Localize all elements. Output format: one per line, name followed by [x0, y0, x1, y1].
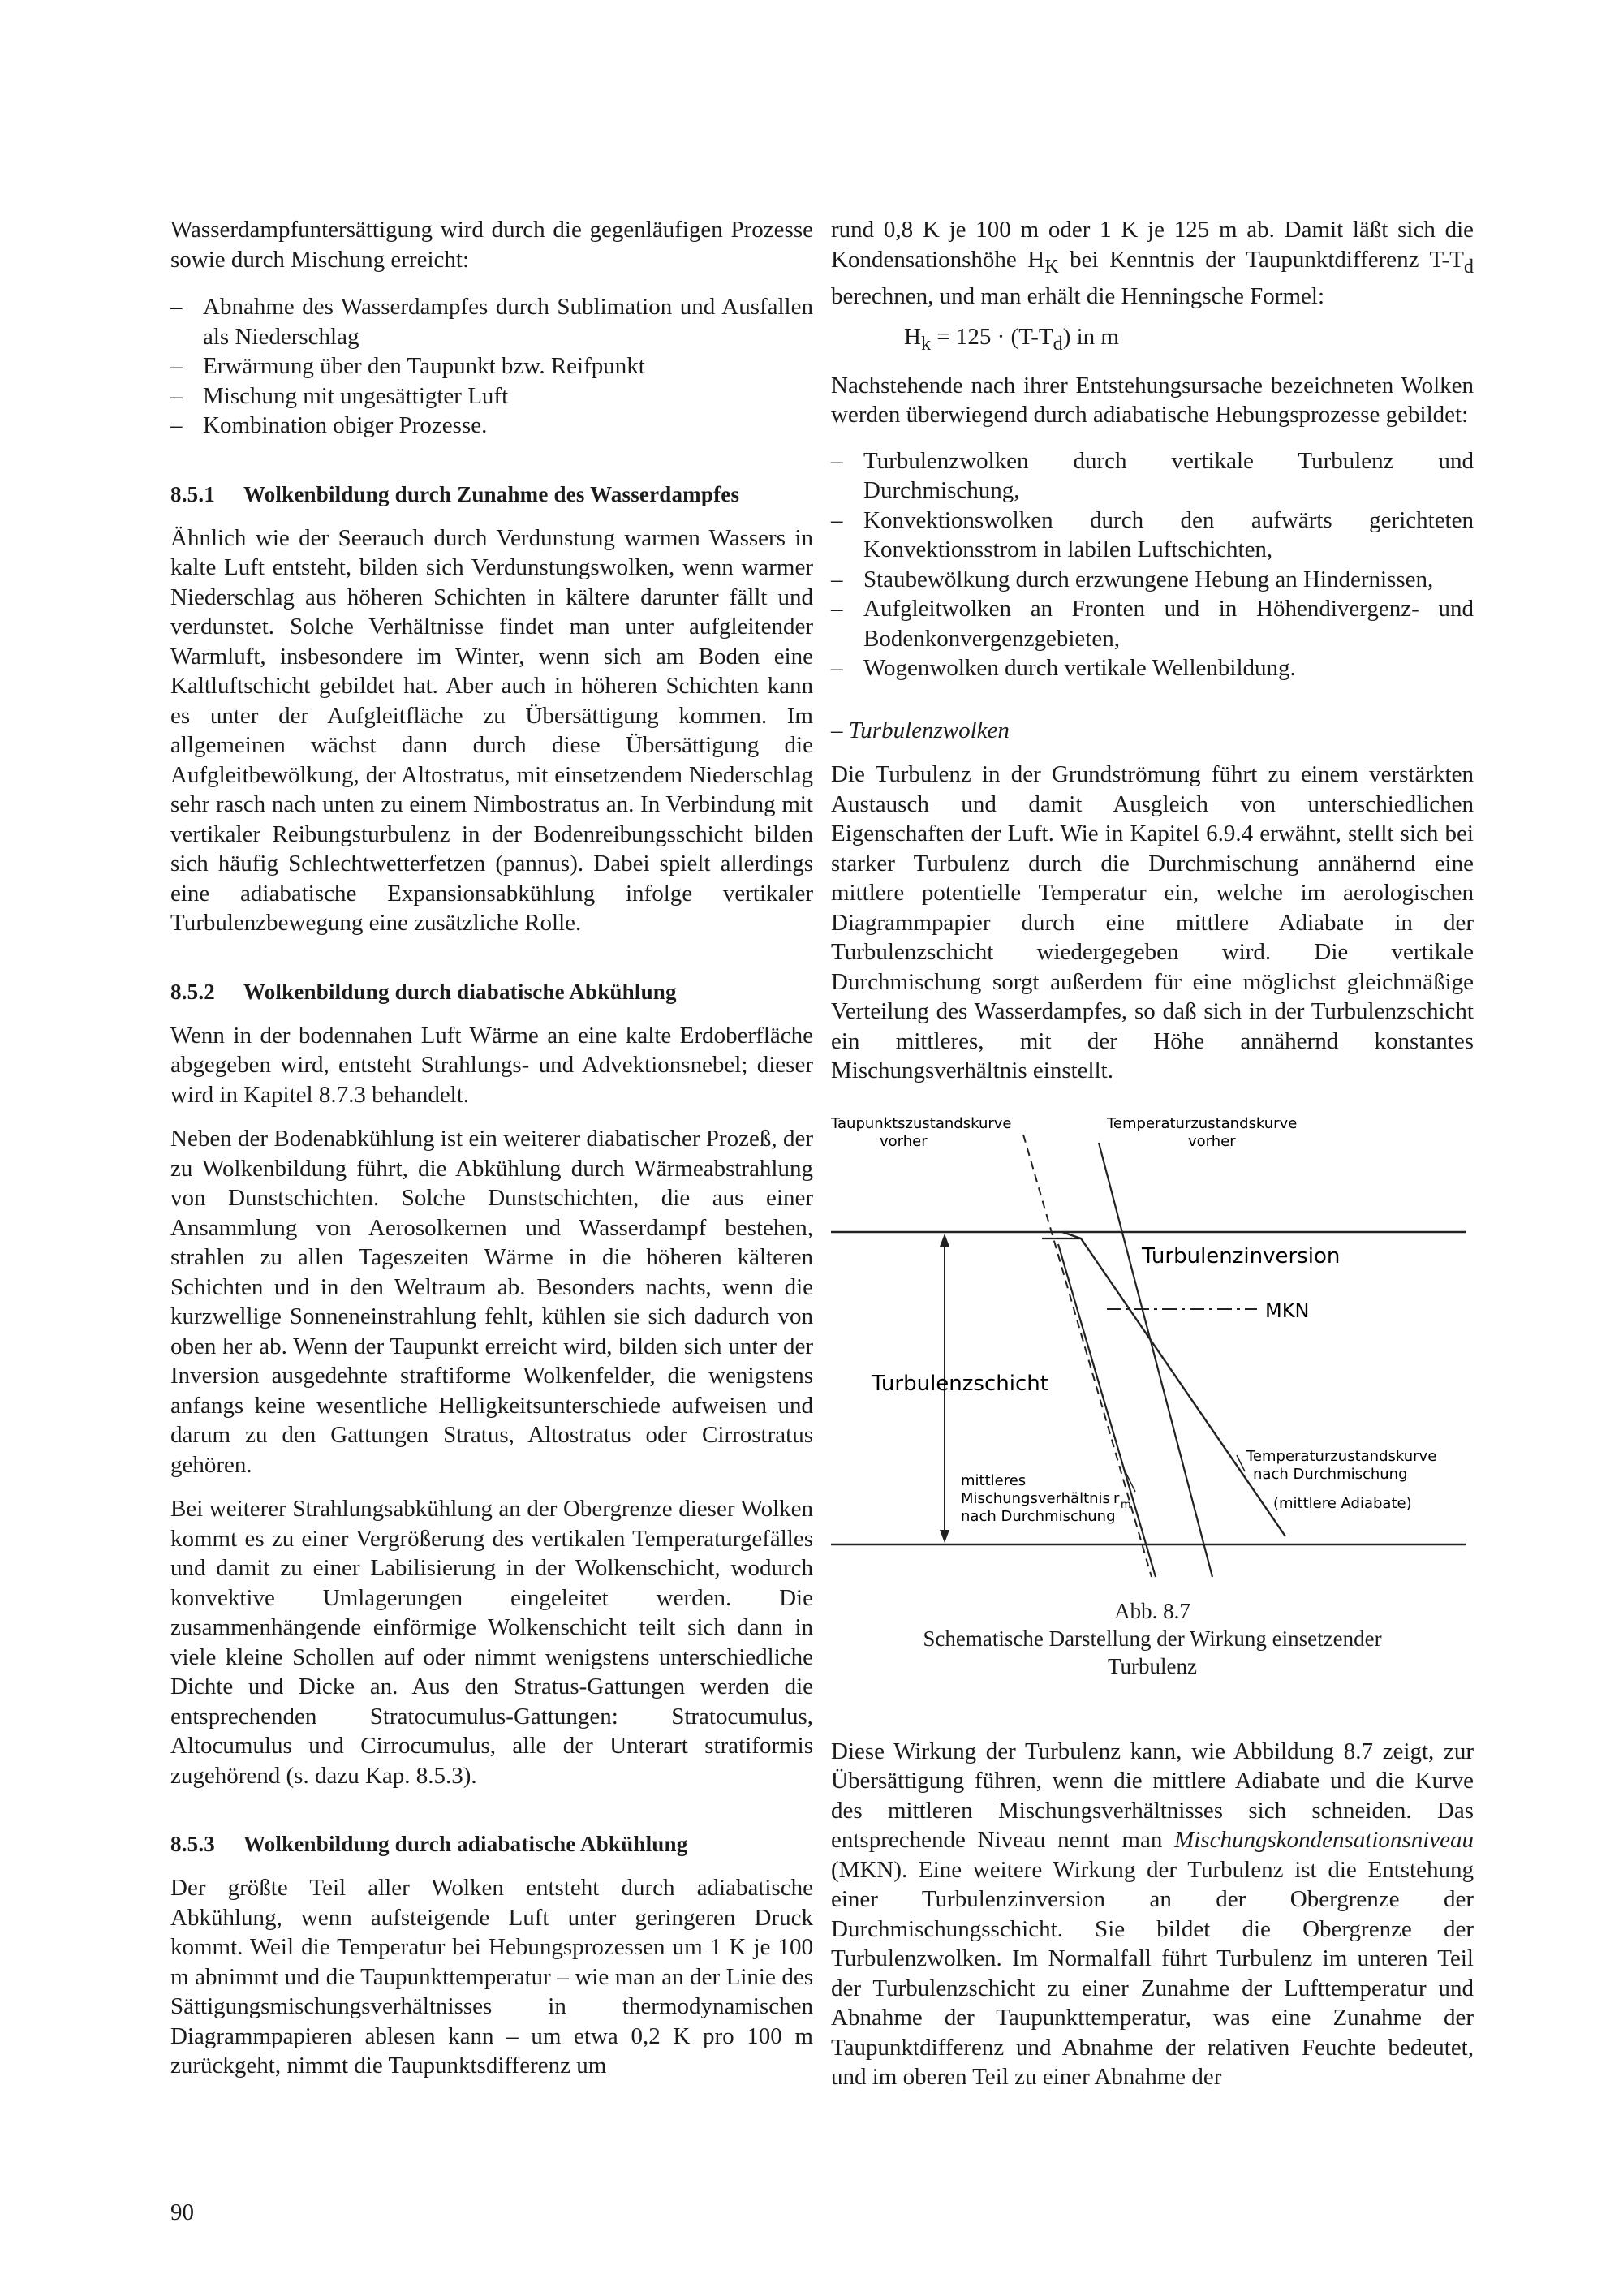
list-item: – Abnahme des Wasserdampfes durch Sublimation und Ausfallen als Niederschlag: [170, 292, 813, 351]
temp-curve-before: [1099, 1143, 1212, 1577]
paragraph: Neben der Bodenabkühlung ist ein weiterer diabatischer Prozeß, der zu Wolkenbildung führt, die Abkühlung durch Wärmeabstrahlung von Dunstschichten. Solche Dunstschichten, die aus einer Ansammlung von Aerosolkernen und Wasserdampf bestehen, strahlen zu allen Tageszeiten Wärme in die höheren kälteren Schichten und in den Weltraum ab. Besonders nachts, wenn die kurzwellige Sonneneinstrahlung fehlt, kühlen sie sich dadurch von oben her ab. Wenn der Taupunkt erreicht wird, bilden sich unter der Inversion ausgedehnte straftiforme Wolkenfelder, die wenigstens anfangs keine wesentliche Helligkeitsunterschiede aufweisen und darum zu den Gattungen Stratus, Altostratus oder Cirrostratus gehören.: [170, 1126, 813, 1478]
svg-text:m: m: [1121, 1498, 1131, 1511]
label-temp-before: Temperaturzustandskurve: [1107, 1114, 1298, 1132]
paragraph: Die Turbulenz in der Grundströmung führt zu einem verstärkten Austausch und damit Ausgleich von unterschiedlichen Eigenschaften der Luft. Wie in Kapitel 6.9.4 erwähnt, stellt sich bei starker Turbulenz durch die Durchmischung annähernd eine mittlere potentielle Temperatur ein, welche im aerologischen Diagrammpapier durch eine mittlere Adiabate in der Turbulenzschicht wiedergegeben wird. Die vertikale Durchmischung sorgt außerdem für eine möglichst gleichmäßige Verteilung des Wasserdampfes, so daß sich in der Turbulenzschicht ein mittleres, mit der Höhe annähernd konstantes Mischungsverhältnis einstellt.: [831, 761, 1474, 1084]
page-number: 90: [170, 2199, 194, 2225]
paragraph: rund 0,8 K je 100 m oder 1 K je 125 m ab. Damit läßt sich die Kondensationshöhe $H_K$ bei Kenntnis der Taupunktdifferenz $T-T_d$ berechnen, und man erhält die Henningsche Formel:: [831, 217, 1474, 309]
figure-caption-text: Schematische Darstellung der Wirkung einsetzender Turbulenz: [923, 1626, 1382, 1678]
figure-caption-number: Abb. 8.7: [1114, 1598, 1190, 1623]
section-heading-8-5-3: 8.5.3 Wolkenbildung durch adiabatische Abkühlung: [170, 1832, 688, 1856]
section-heading-8-5-1: 8.5.1 Wolkenbildung durch Zunahme des Wasserdampfes: [170, 481, 740, 506]
mixing-ratio-line: [1058, 1244, 1156, 1577]
svg-text:r: r: [1113, 1489, 1120, 1507]
intro-list: [170, 292, 813, 441]
svg-text:vorher: vorher: [880, 1132, 928, 1150]
paragraph: Nachstehende nach ihrer Entstehungsursache bezeichneten Wolken werden überwiegend durch adiabatische Hebungsprozesse gebildet:: [831, 372, 1474, 429]
paragraph: Wenn in der bodennahen Luft Wärme an eine kalte Erdoberfläche abgegeben wird, entsteht Strahlungs- und Advektionsnebel; dieser wird in Kapitel 8.7.3 behandelt.: [170, 1022, 813, 1108]
svg-text:vorher: vorher: [1188, 1132, 1236, 1150]
label-dew-before: Taupunktszustandskurve: [831, 1114, 1012, 1132]
svg-text:nach Durchmischung: nach Durchmischung: [1253, 1465, 1408, 1483]
paragraph: Bei weiterer Strahlungsabkühlung an der Obergrenze dieser Wolken kommt es zu einer Vergrößerung des vertikalen Temperaturgefälles und damit zu einer Labilisierung in der Wolkenschicht, wodurch konvektive Umlagerungen eingeleitet werden. Die zusammenhängende einförmige Wolkenschicht teilt sich dann in viele kleine Schollen auf oder nimmt wenigstens unterschiedliche Dichte und Dicke an. Aus den Stratus-Gattungen werden die entsprechenden Stratocumulus-Gattungen: Stratocumulus, Altocumulus und Cirrocumulus, alle der Unterart stratiformis zugehörend (s. dazu Kap. 8.5.3).: [170, 1496, 813, 1789]
intro-paragraph: Wasserdampfuntersättigung wird durch die gegenläufigen Prozesse sowie durch Mischung erreicht:: [170, 217, 813, 273]
list-item: – Mischung mit ungesättigter Luft: [170, 381, 813, 411]
left-column: [170, 215, 813, 2081]
label-mkn: MKN: [1265, 1299, 1310, 1322]
henning-formula: $H_k = 125 \cdot (T-T_d)$ in m: [904, 324, 1119, 355]
right-column: [831, 215, 1474, 2092]
list-item: – Kombination obiger Prozesse.: [170, 411, 813, 441]
figure-8-7: [831, 1110, 1474, 1597]
list-item: – Konvektionswolken durch den aufwärts gerichteten Konvektionsstrom in labilen Luftschichten,: [831, 506, 1474, 565]
svg-text:Mischungsverhältnis: Mischungsverhältnis: [961, 1489, 1110, 1507]
label-inversion: Turbulenzinversion: [1142, 1243, 1341, 1269]
cloud-type-list: [831, 446, 1474, 683]
turbulence-diagram: [831, 1110, 1474, 1597]
paragraph: Der größte Teil aller Wolken entsteht durch adiabatische Abkühlung, wenn aufsteigende Luft unter geringeren Druck kommt. Weil die Temperatur bei Hebungsprozessen um 1 K je 100 m abnimmt und die Taupunkttemperatur – wie man an der Linie des Sättigungsmischungsverhältnisses in thermodynamischen Diagrammpapieren ablesen kann – um etwa 0,2 K pro 100 m zurückgeht, nimmt die Taupunktsdifferenz um: [170, 1875, 813, 2078]
list-item: – Erwärmung über den Taupunkt bzw. Reifpunkt: [170, 351, 813, 381]
svg-text:(mittlere Adiabate): (mittlere Adiabate): [1273, 1494, 1412, 1512]
subheading: – Turbulenzwolken: [831, 717, 1010, 743]
label-layer: Turbulenzschicht: [872, 1371, 1048, 1396]
paragraph: Ähnlich wie der Seerauch durch Verdunstung warmen Wassers in kalte Luft entsteht, bilden sich Verdunstungswolken, wenn warmer Niederschlag aus höheren Schichten in kältere darunter fällt und verdunstet. Solche Verhältnisse findet man unter aufgleitender Warmluft, insbesondere im Winter, wenn sich am Boden eine Kaltluftschicht gebildet hat. Aber auch in höheren Schichten kann es unter der Aufgleitfläche zu Übersättigung kommen. Im allgemeinen wächst dann durch diese Übersättigung die Aufgleitbewölkung, der Altostratus, mit einsetzendem Niederschlag sehr rasch nach unten zu einem Nimbostratus an. In Verbindung mit vertikaler Reibungsturbulenz in der Bodenreibungsschicht bilden sich häufig Schlechtwetterfetzen (pannus). Dabei spielt allerdings eine adiabatische Expansionsabkühlung infolge vertikaler Turbulenzbewegung eine zusätzliche Rolle.: [170, 524, 813, 936]
list-item: – Wogenwolken durch vertikale Wellenbildung.: [831, 653, 1474, 683]
svg-text:nach Durchmischung: nach Durchmischung: [961, 1507, 1116, 1525]
label-temp-after: Temperaturzustandskurve: [1246, 1447, 1437, 1465]
list-item: – Staubewölkung durch erzwungene Hebung an Hindernissen,: [831, 565, 1474, 595]
list-item: – Turbulenzwolken durch vertikale Turbulenz und Durchmischung,: [831, 446, 1474, 506]
paragraph: Diese Wirkung der Turbulenz kann, wie Abbildung 8.7 zeigt, zur Übersättigung führen, wenn die mittlere Adiabate und die Kurve des mittleren Mischungsverhältnisses sich schneiden. Das entsprechende Niveau nennt man Mischungskondensationsniveau (MKN). Eine weitere Wirkung der Turbulenz ist die Entstehung einer Turbulenzinversion an der Obergrenze der Durchmischungsschicht. Sie bildet die Obergrenze der Turbulenzwolken. Im Normalfall führt Turbulenz im unteren Teil der Turbulenzschicht zu einer Zunahme der Lufttemperatur und Abnahme der Taupunkttemperatur, was eine Zunahme der Taupunktdifferenz und Abnahme der relativen Feuchte bedeutet, und im oberen Teil zu einer Abnahme der: [831, 1738, 1474, 2091]
list-item: – Aufgleitwolken an Fronten und in Höhendivergenz- und Bodenkonvergenzgebieten,: [831, 594, 1474, 653]
label-mix: mittleres: [961, 1471, 1027, 1489]
section-heading-8-5-2: 8.5.2 Wolkenbildung durch diabatische Abkühlung: [170, 979, 677, 1004]
